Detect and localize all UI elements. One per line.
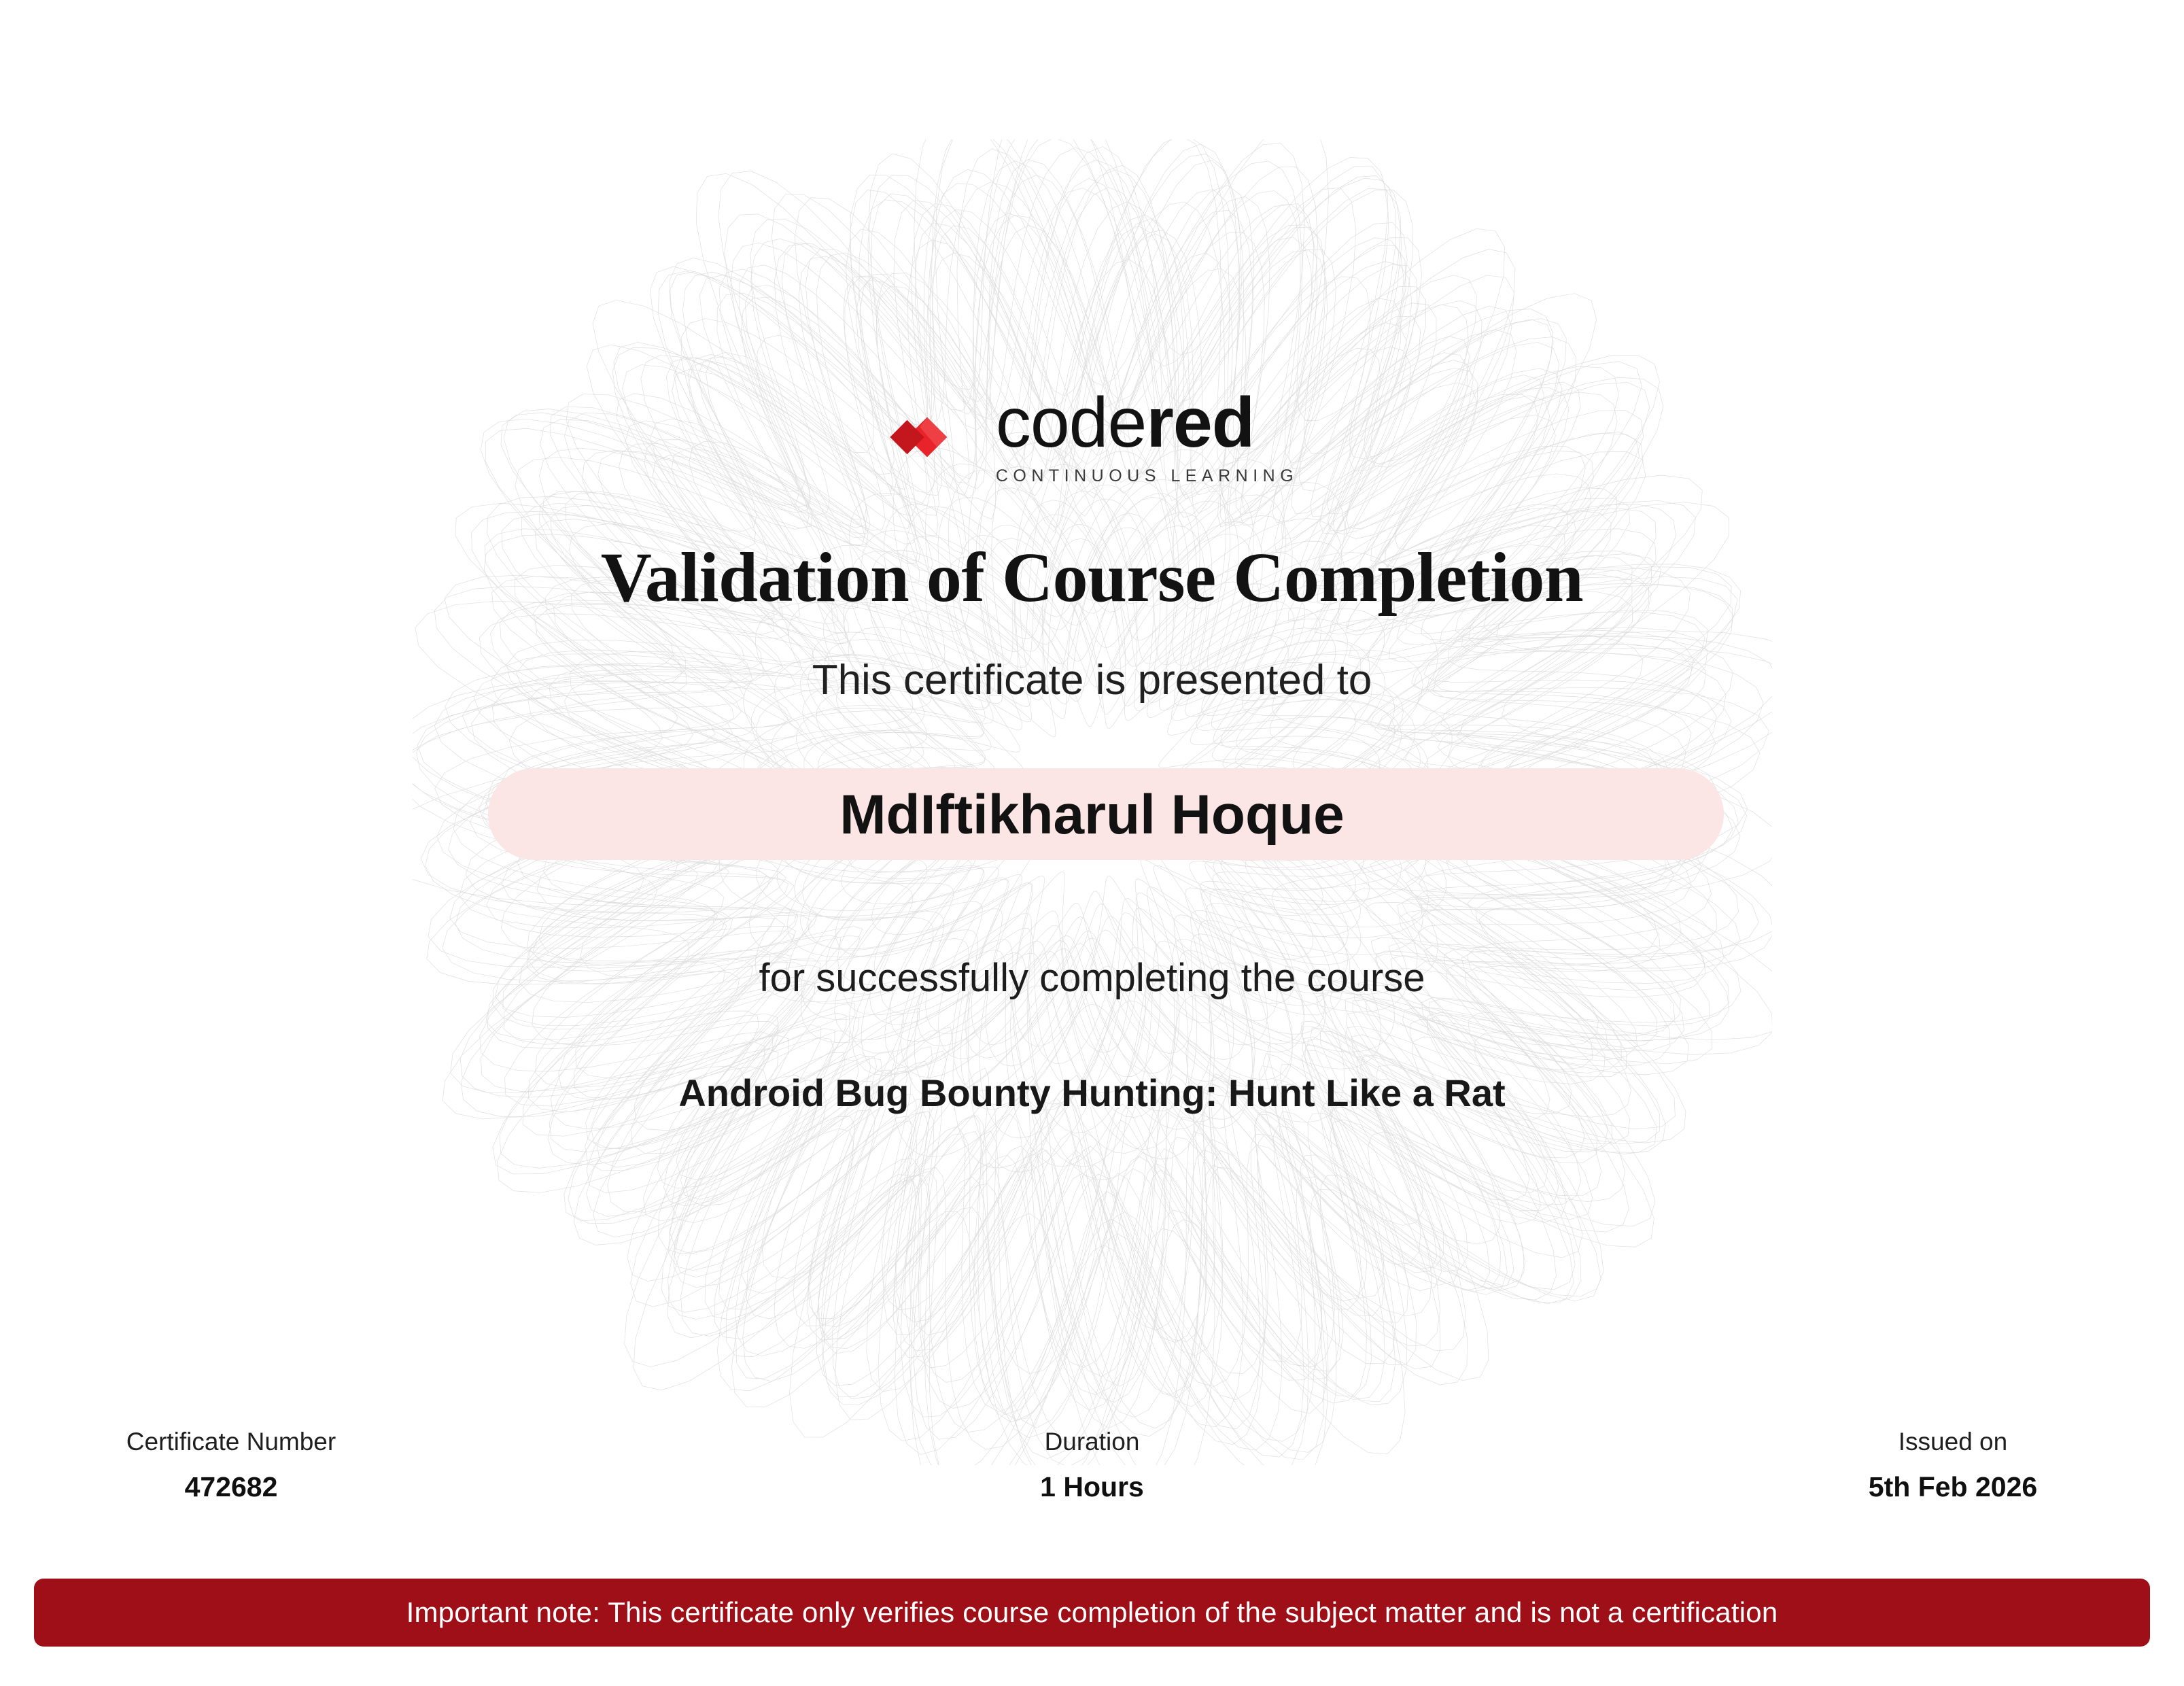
brand-name-code: code [995,383,1147,462]
course-name: Android Bug Bounty Hunting: Hunt Like a Rat [678,1071,1506,1114]
issued-on-label: Issued on [1898,1428,2008,1456]
presented-to-line: This certificate is presented to [812,657,1372,704]
certificate-number-block [122,1428,340,1503]
issued-on-value: 5th Feb 2026 [1868,1471,2038,1502]
issued-on-block [1844,1428,2062,1503]
important-note-text: Important note: This certificate only verifies course completion of the subject matter and is not a certification [406,1596,1778,1628]
certificate-number-label: Certificate Number [126,1428,336,1456]
brand-logo [0,383,2184,486]
completion-line: for successfully completing the course [759,956,1425,1000]
duration-block [984,1428,1201,1503]
certificate-meta-row [122,1428,2062,1503]
recipient-name: MdIftikharul Hoque [839,784,1345,846]
brand-tagline: CONTINUOUS LEARNING [995,466,1299,485]
codered-diamond-logo-icon [886,394,971,480]
brand-name-red: red [1146,383,1255,462]
brand-wordmark [995,383,1299,486]
important-note-banner [34,1579,2150,1647]
brand-name [995,383,1255,462]
duration-value: 1 Hours [1040,1471,1144,1502]
certificate-title: Validation of Course Completion [600,538,1584,617]
certificate-number-value: 472682 [184,1471,278,1502]
duration-label: Duration [1044,1428,1140,1456]
